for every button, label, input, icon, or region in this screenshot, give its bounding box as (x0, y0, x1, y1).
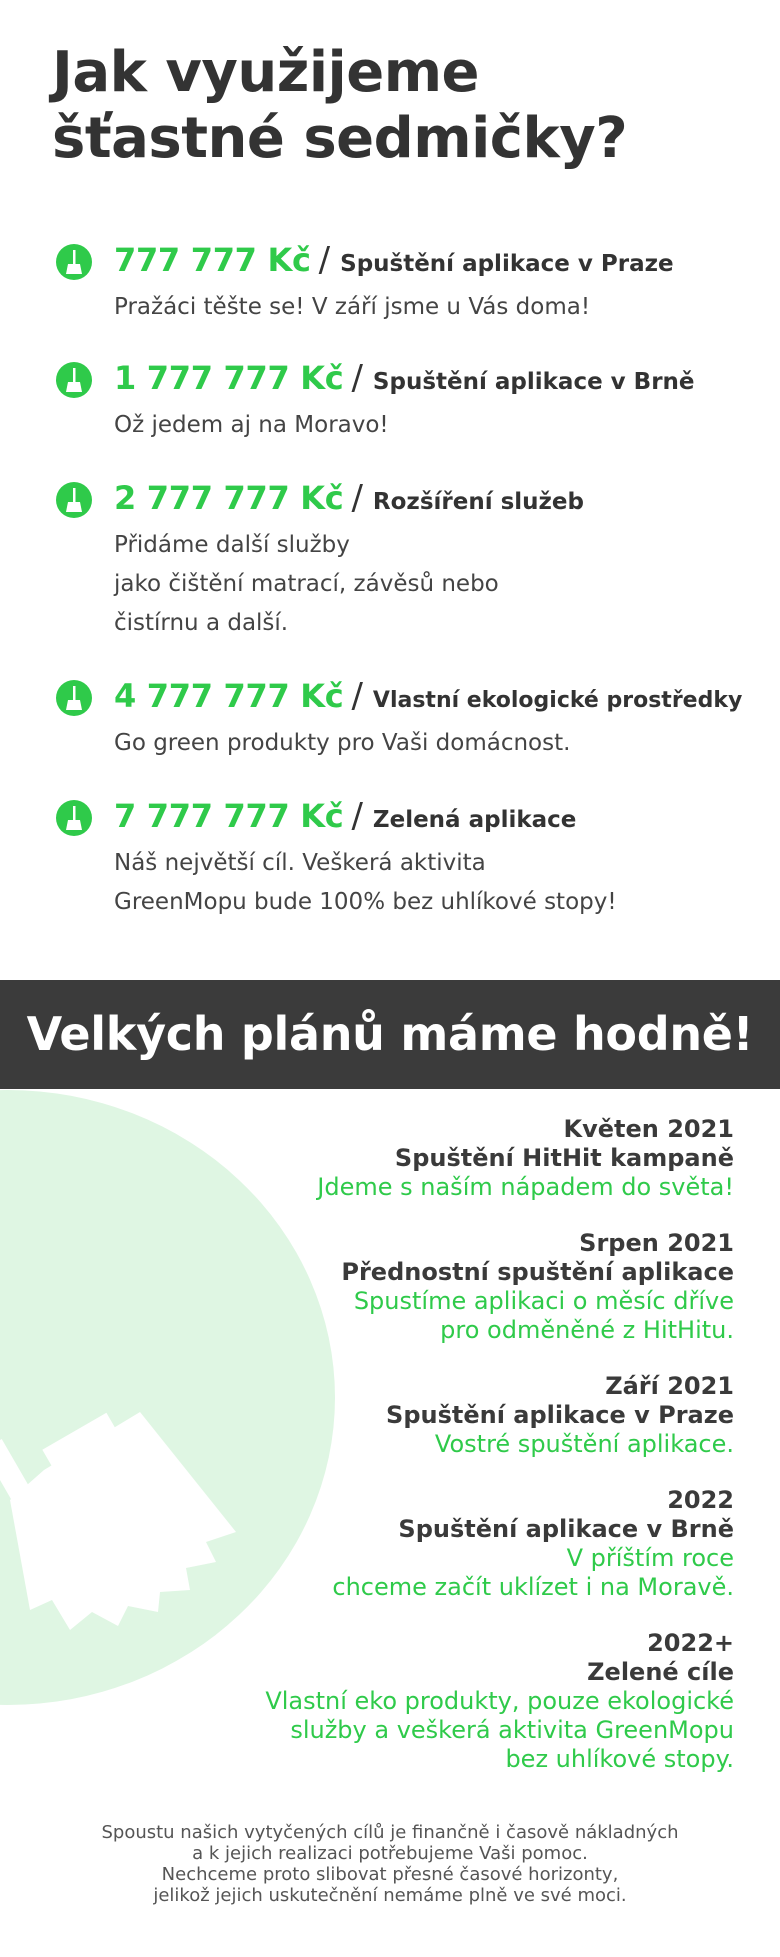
goal-description-line: GreenMopu bude 100% bez uhlíkové stopy! (114, 889, 617, 915)
page-title (52, 40, 732, 172)
goal-description (114, 724, 754, 763)
goal-title: Vlastní ekologické prostředky (372, 688, 743, 713)
goal-amount: 7 777 777 Kč (114, 797, 344, 835)
goal-amount: 4 777 777 Kč (114, 677, 344, 715)
goal-description-line: Ož jedem aj na Moravo! (114, 412, 389, 438)
goal-description-line: Pražáci těšte se! V září jsme u Vás doma! (114, 294, 591, 320)
event-description-line: pro odměněné z HitHitu. (440, 1316, 734, 1344)
timeline-event (174, 1115, 734, 1202)
event-title: Zelené cíle (587, 1658, 734, 1686)
event-date: Srpen 2021 (579, 1229, 734, 1257)
goal-amount: 777 777 Kč (114, 241, 311, 279)
goal-description (114, 526, 754, 643)
section-banner: Velkých plánů máme hodně! (0, 980, 780, 1089)
footnote-line: a k jejich realizaci potřebujeme Vaši pomoc. (192, 1843, 588, 1864)
goal-description-line: jako čištění matrací, závěsů nebo (114, 571, 499, 597)
goal-amount: 1 777 777 Kč (114, 359, 344, 397)
event-description-line: bez uhlíkové stopy. (505, 1745, 734, 1773)
goal-description (114, 406, 754, 445)
goal-description-line: čistírnu a další. (114, 610, 289, 636)
event-date: Květen 2021 (563, 1115, 734, 1143)
event-description-line: Spustíme aplikaci o měsíc dříve (353, 1287, 734, 1315)
broom-icon (0, 1300, 240, 1660)
broom-icon (56, 244, 92, 280)
broom-icon (56, 680, 92, 716)
goal-description-line: Přidáme další služby (114, 532, 350, 558)
goal-description-line: Go green produkty pro Vaši domácnost. (114, 730, 571, 756)
event-title: Přednostní spuštění aplikace (341, 1258, 734, 1286)
page-title-line-2: šťastné sedmičky? (52, 106, 628, 171)
event-description-line: Vostré spuštění aplikace. (434, 1430, 734, 1458)
footnote-line: Spoustu našich vytyčených cílů je finančně i časově nákladných (101, 1822, 679, 1843)
event-description-line: Vlastní eko produkty, pouze ekologické (265, 1687, 734, 1715)
event-description-line: služby a veškerá aktivita GreenMopu (290, 1716, 734, 1744)
footnote-line: jelikož jejich uskutečnění nemáme plně ve své moci. (153, 1885, 627, 1906)
event-date: 2022 (667, 1486, 734, 1514)
goal-description-line: Náš největší cíl. Veškerá aktivita (114, 850, 486, 876)
event-description-line: chceme začít uklízet i na Moravě. (332, 1573, 734, 1601)
goal-slash: / (351, 796, 363, 836)
event-title: Spuštění aplikace v Praze (386, 1401, 734, 1429)
goal-title: Rozšíření služeb (372, 489, 584, 515)
event-description-line: Jdeme s naším nápadem do světa! (317, 1173, 734, 1201)
timeline-event (174, 1229, 734, 1345)
footnote-line: Nechceme proto slibovat přesné časové horizonty, (161, 1864, 619, 1885)
goal-slash: / (351, 478, 363, 518)
goal-amount: 2 777 777 Kč (114, 479, 344, 517)
event-title: Spuštění aplikace v Brně (398, 1515, 734, 1543)
broom-icon (56, 800, 92, 836)
broom-icon (56, 362, 92, 398)
footnote (0, 1822, 780, 1906)
goal-title: Spuštění aplikace v Praze (340, 251, 674, 277)
goal-title: Spuštění aplikace v Brně (372, 369, 695, 395)
goal-slash: / (351, 676, 363, 716)
goal-description (114, 844, 754, 922)
page-title-line-1: Jak využijeme (52, 40, 480, 105)
timeline-event (174, 1372, 734, 1459)
event-description-line: V příštím roce (566, 1544, 734, 1572)
event-date: 2022+ (647, 1629, 734, 1657)
timeline-event (174, 1486, 734, 1602)
goal-slash: / (318, 240, 331, 280)
goal-slash: / (351, 358, 363, 398)
broom-icon (56, 482, 92, 518)
event-title: Spuštění HitHit kampaně (394, 1144, 734, 1172)
goal-description (114, 288, 754, 327)
event-date: Září 2021 (605, 1372, 734, 1400)
timeline-event (174, 1629, 734, 1774)
goal-title: Zelená aplikace (372, 807, 577, 833)
